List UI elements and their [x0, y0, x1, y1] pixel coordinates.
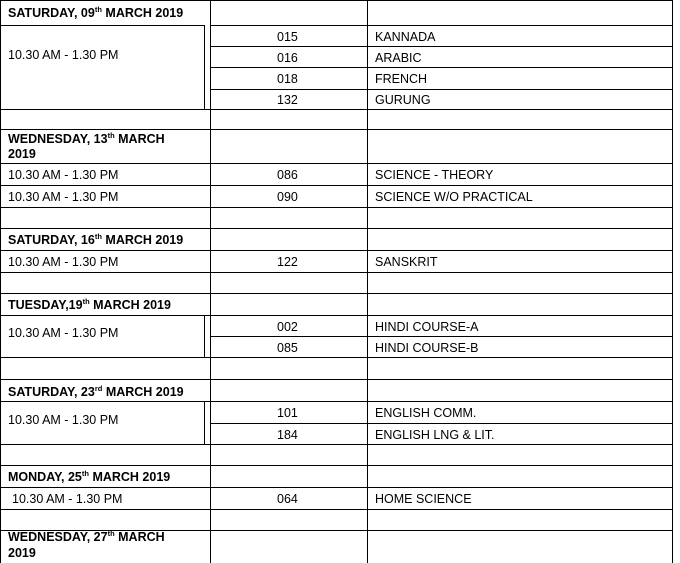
date-heading-year: 2019 — [8, 546, 36, 560]
subject-code: 101 — [277, 406, 298, 420]
date-heading-year: 2019 — [8, 147, 36, 161]
subject-code: 015 — [277, 30, 298, 44]
time-slot: 10.30 AM - 1.30 PM — [8, 326, 119, 340]
subject-code: 122 — [277, 255, 298, 269]
subject-code: 016 — [277, 51, 298, 65]
date-heading: SATURDAY, 16th MARCH 2019 — [8, 231, 184, 247]
subject-code: 085 — [277, 341, 298, 355]
time-slot: 10.30 AM - 1.30 PM — [12, 492, 123, 506]
subject-code: 184 — [277, 428, 298, 442]
subject-name: HINDI COURSE-B — [375, 341, 479, 355]
subject-name: SCIENCE W/O PRACTICAL — [375, 190, 533, 204]
subject-name: HOME SCIENCE — [375, 492, 472, 506]
subject-name: KANNADA — [375, 30, 436, 44]
subject-name: GURUNG — [375, 93, 431, 107]
subject-code: 018 — [277, 72, 298, 86]
subject-code: 090 — [277, 190, 298, 204]
time-slot: 10.30 AM - 1.30 PM — [8, 190, 119, 204]
subject-name: ENGLISH COMM. — [375, 406, 477, 420]
subject-name: SCIENCE - THEORY — [375, 168, 494, 182]
time-slot: 10.30 AM - 1.30 PM — [8, 168, 119, 182]
subject-name: ENGLISH LNG & LIT. — [375, 428, 495, 442]
time-slot: 10.30 AM - 1.30 PM — [8, 48, 119, 62]
subject-code: 064 — [277, 492, 298, 506]
time-slot: 10.30 AM - 1.30 PM — [8, 255, 119, 269]
subject-name: ARABIC — [375, 51, 422, 65]
date-heading: SATURDAY, 23rd MARCH 2019 — [8, 383, 184, 399]
subject-code: 086 — [277, 168, 298, 182]
subject-name: SANSKRIT — [375, 255, 438, 269]
subject-code: 002 — [277, 320, 298, 334]
date-heading: SATURDAY, 09th MARCH 2019 — [8, 4, 184, 20]
subject-code: 132 — [277, 93, 298, 107]
subject-name: HINDI COURSE-A — [375, 320, 479, 334]
subject-name: FRENCH — [375, 72, 428, 86]
date-heading: MONDAY, 25th MARCH 2019 — [8, 468, 171, 484]
date-heading: WEDNESDAY, 13th MARCH — [8, 130, 165, 146]
date-heading: WEDNESDAY, 27th MARCH — [8, 528, 165, 544]
date-heading: TUESDAY,19th MARCH 2019 — [8, 296, 171, 312]
time-slot: 10.30 AM - 1.30 PM — [8, 413, 119, 427]
